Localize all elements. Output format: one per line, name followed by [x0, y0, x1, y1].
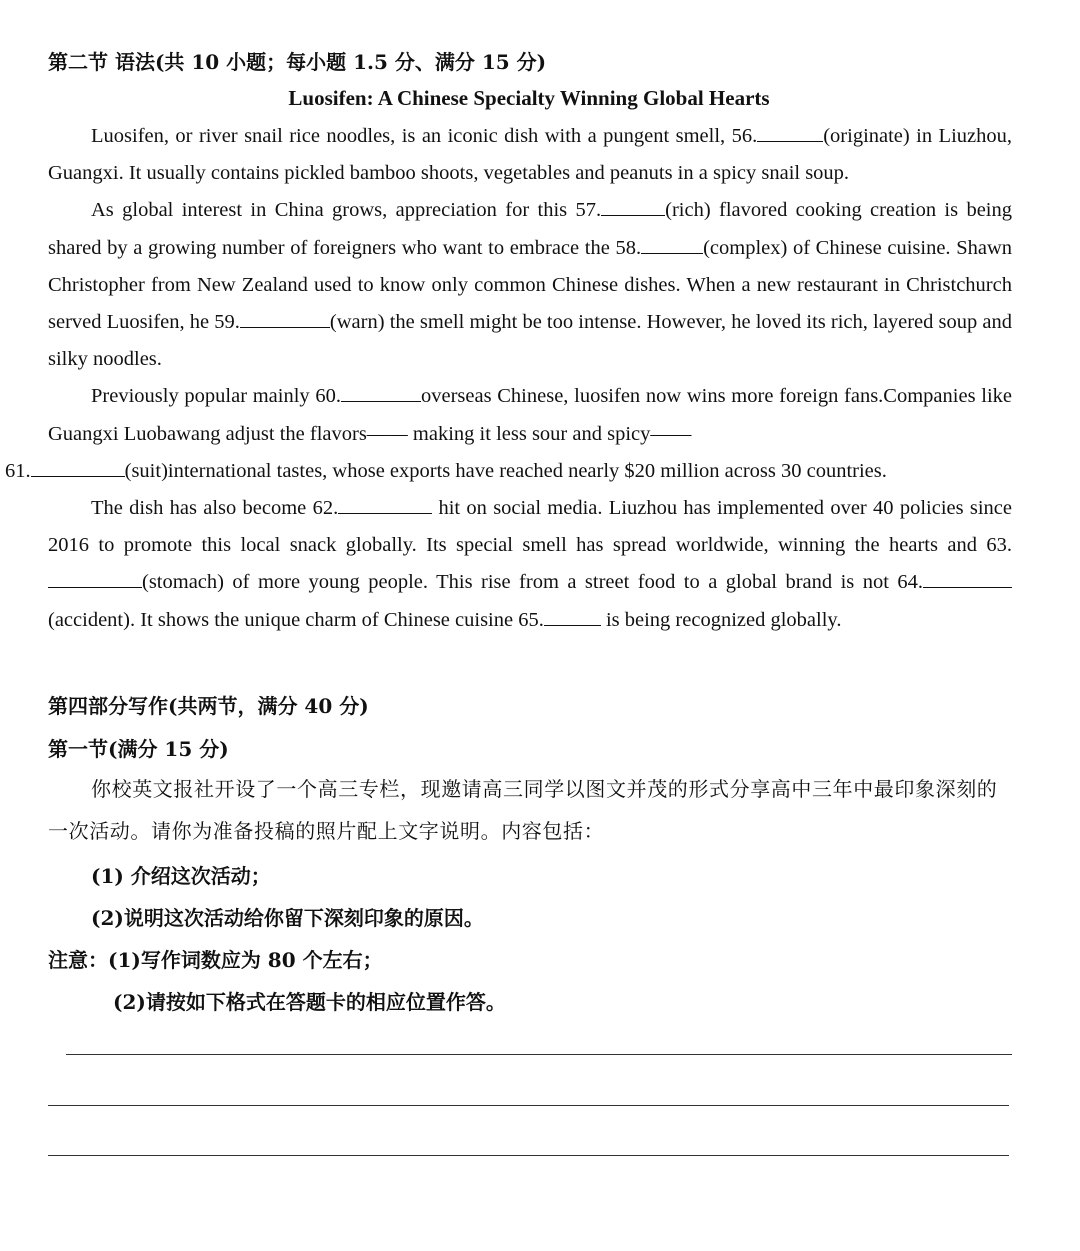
answer-line-2[interactable]: [48, 1105, 1009, 1106]
task-note-1: 注意：(1)写作词数应为 80 个左右；: [48, 948, 383, 972]
passage-paragraph-4: [48, 490, 1012, 639]
answer-blank-56[interactable]: [757, 121, 823, 142]
passage-text: Previously popular mainly 60.: [91, 385, 341, 408]
passage-title: Luosifen: A Chinese Specialty Winning Global Hearts: [288, 86, 770, 110]
passage-text: (stomach) of more young people. This rise from a street food to a global brand is not 64.: [142, 571, 923, 594]
passage-text: Luosifen, or river snail rice noodles, is an iconic dish with a pungent smell, 56.: [91, 125, 758, 147]
passage-text: (complex) of Chinese cuisine. Shawn Christopher from New Zealand used to know only common Chinese dishes. When a new restaurant in Christchurch served Luosifen, he 59.: [48, 236, 1012, 334]
answer-blank-58[interactable]: [641, 233, 703, 254]
passage-text: The dish has also become 62.: [91, 497, 339, 520]
passage-paragraph-1: [48, 118, 1012, 192]
answer-blank-61[interactable]: [31, 456, 125, 477]
passage-paragraph-3: [5, 378, 1012, 490]
section1-header: 第一节(满分 15 分): [48, 737, 229, 761]
passage-text: (rich) flavored cooking creation is being shared by a growing number of foreigners who want to embrace the 58.: [48, 199, 1012, 259]
task-item-2: (2)说明这次活动给你留下深刻印象的原因。: [91, 906, 484, 930]
passage-paragraph-2: [48, 192, 1012, 378]
answer-blank-60[interactable]: [341, 381, 421, 402]
passage-text: (accident). It shows the unique charm of Chinese cuisine 65.: [48, 608, 544, 631]
passage-text: (warn) the smell might be too intense. However, he loved its rich, layered soup and silky noodles.: [48, 311, 1012, 371]
answer-line-1[interactable]: [66, 1054, 1012, 1055]
section2-header: 第二节 语法(共 10 小题；每小题 1.5 分、满分 15 分): [48, 50, 547, 74]
task-note-2: (2)请按如下格式在答题卡的相应位置作答。: [113, 990, 506, 1014]
answer-blank-64[interactable]: [923, 567, 1012, 588]
passage-text: is being recognized globally.: [600, 608, 842, 631]
passage-text: hit on social media. Liuzhou has implemented over 40 policies since 2016 to promote this local snack globally. Its special smell has spread worldwide, winning the hearts and 63.: [48, 497, 1012, 557]
answer-blank-57[interactable]: [601, 195, 665, 216]
task-item-1: (1) 介绍这次活动；: [91, 864, 271, 888]
writing-task-intro: 你校英文报社开设了一个高三专栏，现邀请高三同学以图文并茂的形式分享高中三年中最印象深刻的一次活动。请你为准备投稿的照片配上文字说明。内容包括：: [48, 777, 998, 843]
passage-text: overseas Chinese, luosifen now wins more foreign fans.Companies like Guangxi Luobawang adjust the flavors—— making it less sour and spicy——: [48, 385, 1012, 445]
part4-header: 第四部分写作(共两节，满分 40 分): [48, 694, 369, 718]
answer-line-3[interactable]: [48, 1155, 1009, 1156]
passage-text: (originate) in Liuzhou, Guangxi. It usually contains pickled bamboo shoots, vegetables and peanuts in a spicy snail soup.: [48, 125, 1012, 185]
answer-blank-59[interactable]: [240, 307, 330, 328]
grammar-passage: [5, 118, 1012, 639]
passage-text: As global interest in China grows, appreciation for this 57.: [91, 199, 602, 222]
passage-text: 61.: [5, 459, 31, 482]
answer-blank-63[interactable]: [48, 567, 142, 588]
passage-text: (suit)international tastes, whose exports have reached nearly $20 million across 30 countries.: [124, 459, 887, 482]
answer-blank-65[interactable]: [544, 605, 601, 626]
answer-blank-62[interactable]: [338, 493, 432, 514]
